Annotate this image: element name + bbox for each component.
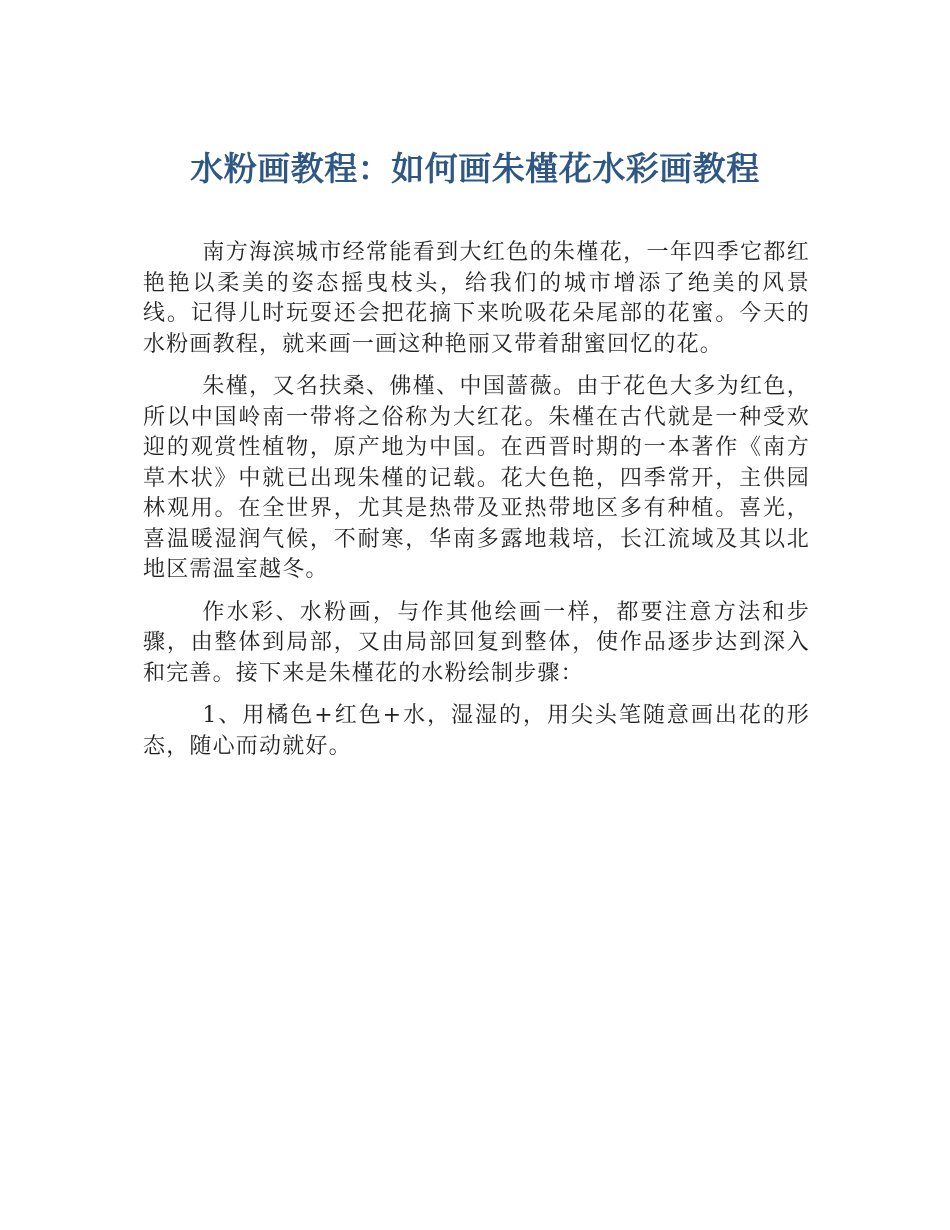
document-title: 水粉画教程：如何画朱槿花水彩画教程 xyxy=(190,149,760,188)
document-body xyxy=(143,238,810,774)
paragraph-description: 朱槿，又名扶桑、佛槿、中国蔷薇。由于花色大多为红色，所以中国岭南一带将之俗称为大红花。朱槿在古代就是一种受欢迎的观赏性植物，原产地为中国。在西晋时期的一本著作《南方草木状》中就已出现朱槿的记载。花大色艳，四季常开，主供园林观用。在全世界，尤其是热带及亚热带地区多有种植。喜光，喜温暖湿润气候，不耐寒，华南多露地栽培，长江流域及其以北地区需温室越冬。 xyxy=(143,374,810,582)
paragraph-method: 作水彩、水粉画，与作其他绘画一样，都要注意方法和步骤，由整体到局部，又由局部回复到整体，使作品逐步达到深入和完善。接下来是朱槿花的水粉绘制步骤： xyxy=(143,599,810,686)
paragraph-step-1: 1、用橘色+红色+水，湿湿的，用尖头笔随意画出花的形态，随心而动就好。 xyxy=(143,703,810,759)
paragraph-intro: 南方海滨城市经常能看到大红色的朱槿花，一年四季它都红艳艳以柔美的姿态摇曳枝头，给我们的城市增添了绝美的风景线。记得儿时玩耍还会把花摘下来吮吸花朵尾部的花蜜。今天的水粉画教程，就来画一画这种艳丽又带着甜蜜回忆的花。 xyxy=(143,240,810,357)
